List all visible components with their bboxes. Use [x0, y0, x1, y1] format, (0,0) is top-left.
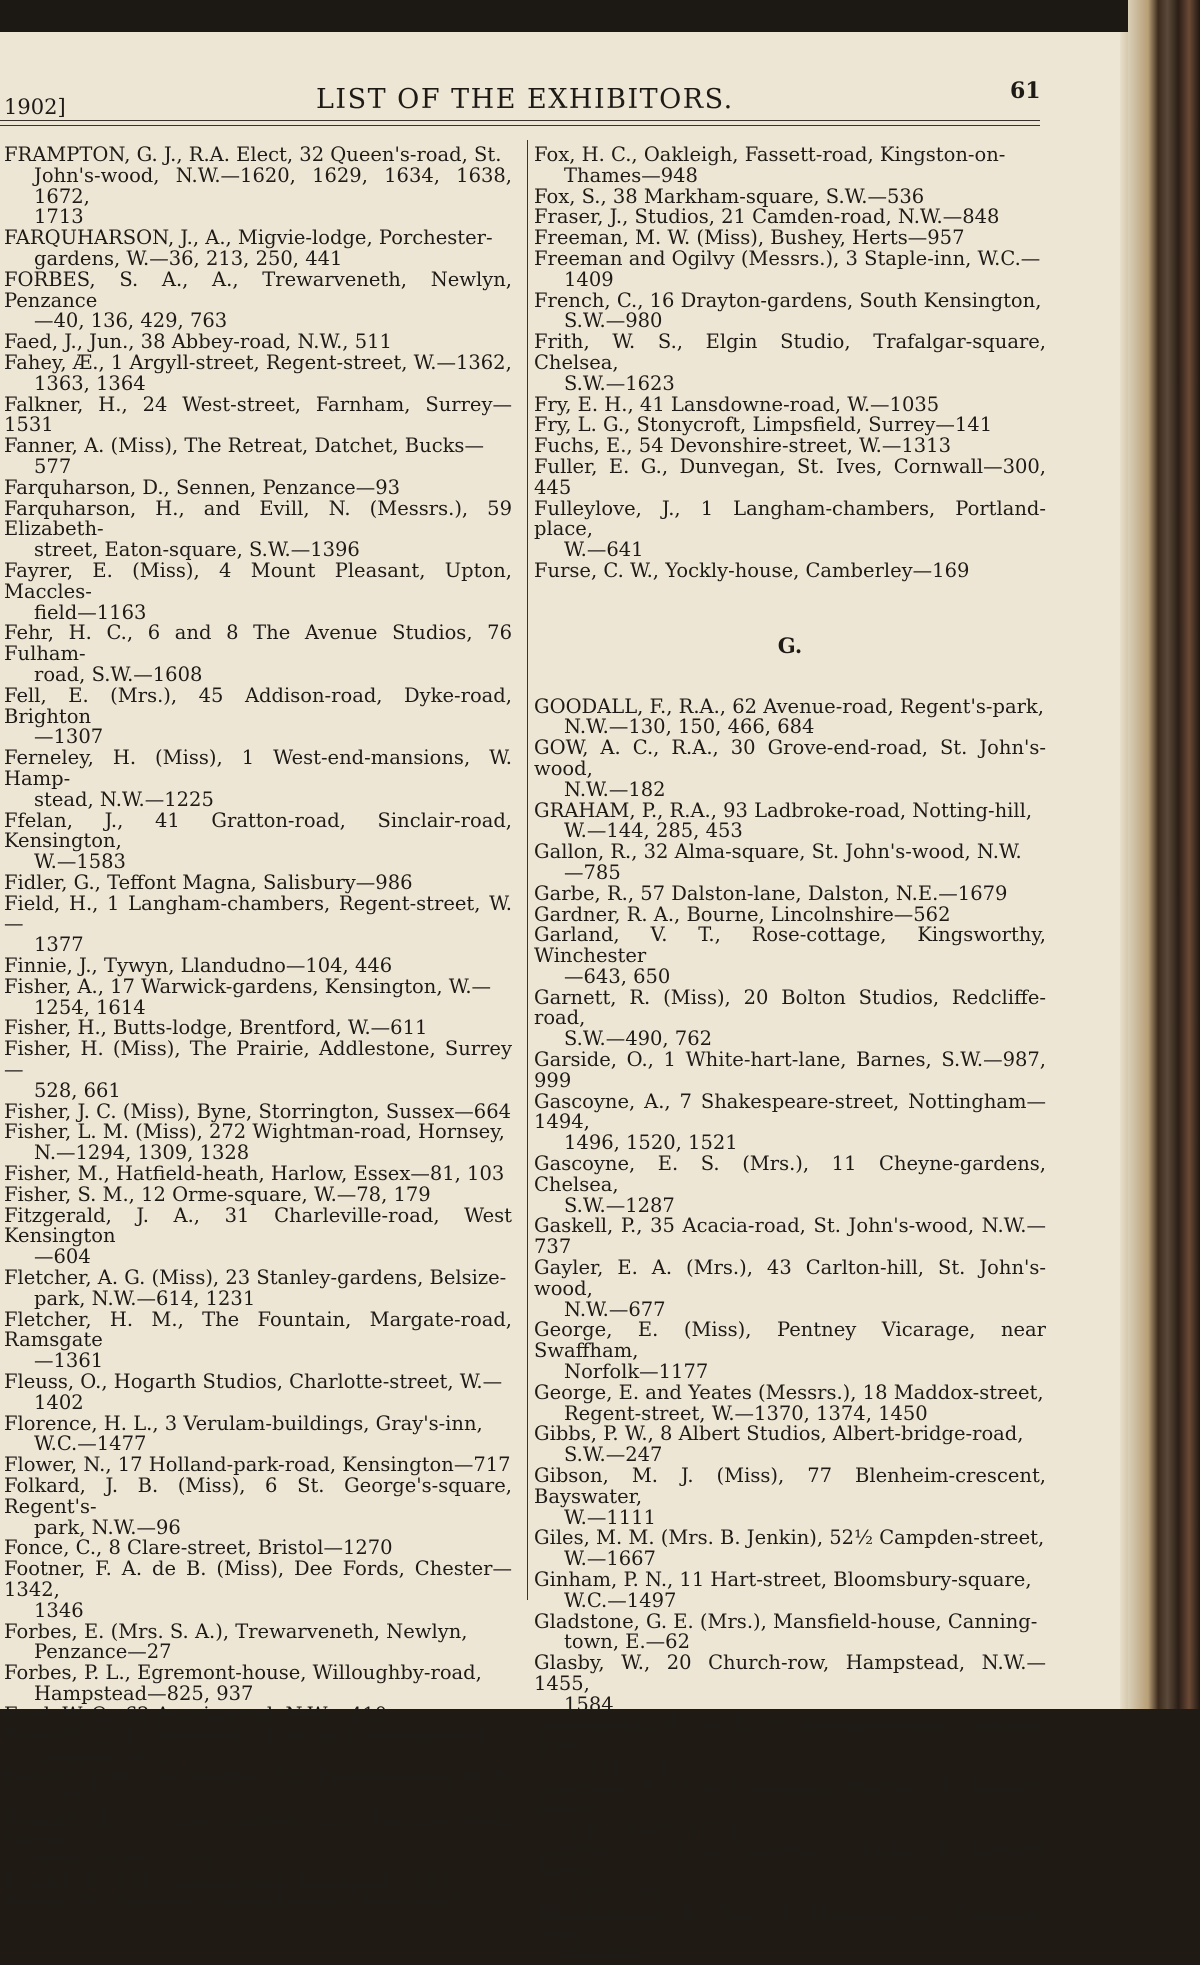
- entry-line: Gladstone, G. E. (Mrs.), Mansfield-house, Canning-: [534, 1609, 1038, 1633]
- exhibitor-entry: [534, 1609, 1046, 1654]
- entry-line: Fox, H. C., Oakleigh, Fassett-road, Kingston-on-: [534, 143, 1006, 166]
- exhibitor-entry: [534, 1775, 1046, 1841]
- entry-continuation: 1409: [564, 267, 614, 291]
- entry-continuation: W.C.—1497: [564, 1588, 677, 1612]
- entry-continuation: N.W.—182: [564, 777, 666, 801]
- entry-line: Glendenning, A., Jun., 1 Manor-villas, Chiswick-lane,: [534, 1900, 1046, 1945]
- entry-line: Fowler, W., Ivydene, Mortlake-road, Kew—692: [4, 1889, 461, 1913]
- entry-line: Fell, E. (Mrs.), 45 Addison-road, Dyke-road, Brighton: [4, 683, 512, 728]
- exhibitor-entry: [534, 694, 1046, 739]
- exhibitor-entry: [4, 808, 512, 874]
- exhibitor-entry: [4, 350, 512, 395]
- exhibitor-entry: [4, 267, 512, 333]
- marbled-book-edge: [1128, 0, 1200, 1709]
- entry-line: Fletcher, A. G. (Miss), 23 Stanley-gardens, Belsize-: [4, 1266, 507, 1290]
- entry-line: Formilli, C., 6 Wentworth Studios, Manresa-road,: [4, 1723, 491, 1747]
- entry-continuation: —308, 391: [564, 1755, 671, 1779]
- exhibitor-entry: [534, 1089, 1046, 1155]
- exhibitor-entry: [4, 1039, 512, 1101]
- entry-line: Gleichen, F. (The Countess), Studio, St. James's Palace,: [534, 1775, 1046, 1820]
- entry-continuation: 1363, 1364: [34, 371, 146, 395]
- exhibitor-entry: [534, 925, 1046, 987]
- entry-line: Falkner, H., 24 West-street, Farnham, Surrey—1531: [4, 392, 512, 437]
- right-column: [534, 145, 1046, 1965]
- entry-continuation: N.W.—677: [564, 1297, 666, 1321]
- entry-continuation: 577: [34, 454, 72, 478]
- entry-line: Finnie, J., Tywyn, Llandudno—104, 446: [4, 954, 393, 978]
- exhibitor-entry: [4, 683, 512, 749]
- entry-line: Footner, F. A. de B. (Miss), Dee Fords, Chester—1342,: [4, 1557, 512, 1601]
- entry-line: Fisher, H. (Miss), The Prairie, Addlestone, Surrey—: [4, 1037, 512, 1082]
- entry-line: Garnett, R. (Miss), 20 Bolton Studios, Redcliffe-road,: [534, 985, 1046, 1030]
- entry-line: FORBES, S. A., A., Trewarveneth, Newlyn, Penzance: [4, 267, 512, 312]
- entry-continuation: W.—1111: [564, 1505, 656, 1529]
- page-title: LIST OF THE EXHIBITORS.: [316, 84, 734, 115]
- exhibitor-entry: [534, 902, 1046, 926]
- exhibitor-entry: [534, 881, 1046, 905]
- exhibitor-entry: [4, 1663, 512, 1705]
- exhibitor-entry: [534, 1380, 1046, 1425]
- entry-continuation: street, Eaton-square, S.W.—1396: [34, 538, 360, 562]
- entry-continuation: road, S.W.—1608: [34, 662, 203, 686]
- entry-line: Forsyth, J. D., The Studios, 325 Finchley-road, N.W.: [4, 1765, 511, 1789]
- exhibitor-entry: [4, 1455, 512, 1476]
- exhibitor-entry: [4, 475, 512, 499]
- exhibitor-entry: [4, 1619, 512, 1664]
- entry-continuation: John's-wood, N.W.—1620, 1629, 1634, 1638, 1672,: [34, 163, 512, 208]
- entry-line: Gascoyne, A., 7 Shakespeare-street, Nottingham—1494,: [534, 1089, 1046, 1134]
- entry-continuation: —1307: [34, 725, 104, 749]
- entry-continuation: —785: [564, 860, 621, 884]
- entry-continuation: 1434: [34, 1785, 84, 1809]
- exhibitor-entry: [534, 738, 1046, 800]
- entry-line: Gibbs, P. W., 8 Albert Studios, Albert-bridge-road,: [534, 1422, 1024, 1446]
- exhibitor-entry: [4, 623, 512, 685]
- entry-continuation: Thames—948: [564, 163, 698, 187]
- entry-line: Glazebrook, H. de T., 76 Elm-park-road, Chelsea, S.W.: [534, 1713, 1046, 1758]
- entry-continuation: Norfolk—1177: [564, 1360, 709, 1384]
- exhibitor-entry: [4, 1203, 512, 1269]
- exhibitor-entry: [534, 558, 1046, 582]
- entry-line: Folkard, J. B. (Miss), 6 St. George's-square, Regent's-: [4, 1474, 512, 1518]
- exhibitor-entry: [4, 558, 512, 624]
- entry-line: Fisher, S. M., 12 Orme-square, W.—78, 179: [4, 1182, 431, 1206]
- entry-line: French, C., 16 Drayton-gardens, South Kensington,: [534, 288, 1042, 312]
- entry-continuation: Hampstead—825, 937: [34, 1681, 254, 1705]
- exhibitor-entry: [534, 228, 1046, 249]
- entry-line: Fonce, C., 8 Clare-street, Bristol—1270: [4, 1536, 393, 1560]
- entry-line: Freeman and Ogilvy (Messrs.), 3 Staple-inn, W.C.—: [534, 246, 1041, 270]
- entry-continuation: —40, 136, 429, 763: [34, 309, 228, 333]
- exhibitor-entry: [4, 748, 512, 810]
- exhibitor-entry: [534, 842, 1046, 884]
- entry-continuation: Chelsea—803: [34, 1744, 170, 1768]
- exhibitor-entry: [534, 798, 1046, 843]
- entry-line: George, E. (Miss), Pentney Vicarage, near Swaffham,: [534, 1318, 1046, 1363]
- entry-line: Farquharson, D., Sennen, Penzance—93: [4, 475, 401, 499]
- entry-line: Gardner, R. A., Bourne, Lincolnshire—562: [534, 902, 951, 926]
- entry-line: Fletcher, H. M., The Fountain, Margate-road, Ramsgate: [4, 1307, 512, 1352]
- exhibitor-entry: [4, 1538, 512, 1559]
- entry-line: Garland, V. T., Rose-cottage, Kingsworthy, Winchester: [534, 923, 1046, 968]
- exhibitor-entry: [4, 1182, 512, 1206]
- entry-line: Gallon, R., 32 Alma-square, St. John's-wood, N.W.: [534, 840, 1022, 864]
- entry-continuation: W.—144, 285, 453: [564, 819, 743, 843]
- scan-background-top: [0, 0, 1200, 32]
- exhibitor-entry: [534, 145, 1046, 187]
- entry-continuation: W.—641: [564, 538, 644, 562]
- entry-continuation: —604: [34, 1245, 91, 1269]
- entry-continuation: S.W.—980: [564, 309, 663, 333]
- exhibitor-entry: [4, 228, 512, 270]
- exhibitor-entry: [534, 246, 1046, 291]
- exhibitor-entry: [4, 870, 512, 894]
- entry-continuation: —1361: [34, 1349, 104, 1373]
- exhibitor-entry: [4, 891, 512, 957]
- exhibitor-entry: [534, 1570, 1046, 1612]
- exhibitor-entry: [534, 1900, 1046, 1965]
- entry-line: Fowler, R., 10L Castle-street, Liverpool—193: [4, 1869, 449, 1893]
- exhibitor-entry: [534, 1050, 1046, 1092]
- entry-continuation: stead, N.W.—1718: [34, 1848, 214, 1872]
- entry-line: Gaskell, P., 35 Acacia-road, St. John's-wood, N.W.—737: [534, 1214, 1046, 1259]
- entry-line: GOW, A. C., R.A., 30 Grove-end-road, St. John's-wood,: [534, 736, 1046, 780]
- entry-continuation: 1254, 1614: [34, 995, 146, 1019]
- entry-line: Ferneley, H. (Miss), 1 West-end-mansions, W. Hamp-: [4, 746, 512, 790]
- entry-continuation: N.—1294, 1309, 1328: [34, 1141, 250, 1165]
- entry-line: Fleuss, O., Hogarth Studios, Charlotte-street, W.—: [4, 1370, 503, 1394]
- exhibitor-entry: [4, 1411, 512, 1456]
- entry-line: Field, H., 1 Langham-chambers, Regent-street, W.—: [4, 891, 512, 936]
- exhibitor-entry: [4, 1476, 512, 1538]
- entry-line: Ginham, P. N., 11 Hart-street, Bloomsbury-square,: [534, 1568, 1032, 1591]
- left-column: [4, 145, 512, 1913]
- entry-line: Fox, S., 38 Markham-square, S.W.—536: [534, 184, 925, 208]
- entry-line: Fuller, E. G., Dunvegan, St. Ives, Cornwall—300, 445: [534, 454, 1046, 499]
- exhibitor-entry: [534, 1216, 1046, 1258]
- entry-line: Frith, W. S., Elgin Studio, Trafalgar-square, Chelsea,: [534, 330, 1046, 374]
- exhibitor-entry: [4, 974, 512, 1019]
- exhibitor-entry: [534, 496, 1046, 562]
- exhibitor-entry: [4, 496, 512, 562]
- entry-line: Fidler, G., Teffont Magna, Salisbury—986: [4, 870, 413, 894]
- entry-line: Fry, E. H., 41 Lansdowne-road, W.—1035: [534, 392, 940, 416]
- entry-continuation: 1346: [34, 1598, 84, 1622]
- entry-line: Flower, N., 17 Holland-park-road, Kensington—717: [4, 1453, 511, 1477]
- exhibitor-entry: [534, 1424, 1046, 1466]
- exhibitor-entry: [534, 332, 1046, 394]
- exhibitor-entry: [4, 1767, 512, 1809]
- exhibitor-entry: [4, 1307, 512, 1373]
- exhibitor-entry: [534, 1840, 1046, 1902]
- entry-continuation: W.C.—1477: [34, 1432, 147, 1456]
- header-year: 1902]: [4, 95, 66, 119]
- entry-line: Fisher, L. M. (Miss), 272 Wightman-road, Hornsey,: [4, 1120, 505, 1144]
- entry-line: Glasby, W., 20 Church-row, Hampstead, N.W.—1455,: [534, 1651, 1046, 1695]
- exhibitor-entry: [534, 1653, 1046, 1715]
- header-rule: [0, 120, 1040, 121]
- exhibitor-entry: [4, 1723, 512, 1768]
- exhibitor-entry: [534, 1713, 1046, 1779]
- entry-continuation: S.W.—1623: [564, 371, 675, 395]
- entry-line: GOODALL, F., R.A., 62 Avenue-road, Regent's-park,: [534, 694, 1044, 718]
- entry-line: Giles, M. M. (Mrs. B. Jenkin), 52½ Campden-street,: [534, 1526, 1045, 1550]
- exhibitor-entry: [4, 1164, 512, 1185]
- entry-line: Fisher, H., Butts-lodge, Brentford, W.—611: [4, 1016, 428, 1040]
- entry-continuation: W.—407: [564, 1942, 644, 1965]
- entry-line: Fanner, A. (Miss), The Retreat, Datchet, Bucks—: [4, 434, 484, 458]
- entry-line: Farquharson, H., and Evill, N. (Messrs.), 59 Elizabeth-: [4, 496, 512, 541]
- entry-line: Fehr, H. C., 6 and 8 The Avenue Studios, 76 Fulham-: [4, 621, 512, 666]
- entry-continuation: Regent-street, W.—1370, 1374, 1450: [564, 1401, 928, 1425]
- entry-line: Gascoyne, E. S. (Mrs.), 11 Cheyne-gardens, Chelsea,: [534, 1152, 1046, 1196]
- exhibitor-entry: [4, 1099, 512, 1123]
- exhibitor-entry: [534, 1154, 1046, 1216]
- exhibitor-entry: [4, 145, 512, 228]
- exhibitor-entry: [4, 1122, 512, 1164]
- exhibitor-entry: [534, 1466, 1046, 1528]
- exhibitor-entry: [4, 1268, 512, 1310]
- entry-continuation: 1713: [34, 205, 84, 229]
- exhibitor-entry: [4, 1018, 512, 1039]
- exhibitor-entry: [534, 454, 1046, 499]
- entry-continuation: 528, 661: [34, 1078, 121, 1102]
- entry-line: Fraser, J., Studios, 21 Camden-road, N.W.—848: [534, 205, 1000, 229]
- entry-continuation: 1402: [34, 1390, 84, 1414]
- entry-continuation: gardens, W.—36, 213, 250, 441: [34, 246, 343, 270]
- entry-continuation: N.W.—130, 150, 466, 684: [564, 715, 815, 739]
- exhibitor-entry: [4, 392, 512, 437]
- entry-continuation: S.W.—768: [564, 1879, 663, 1903]
- entry-line: Gayler, E. A. (Mrs.), 43 Carlton-hill, St. John's-wood,: [534, 1256, 1046, 1300]
- exhibitor-entry: [4, 1702, 512, 1726]
- section-letter-g: G.: [777, 632, 803, 658]
- entry-line: Fisher, J. C. (Miss), Byne, Storrington, Sussex—664: [4, 1099, 512, 1123]
- exhibitor-entry: [4, 1372, 512, 1414]
- entry-line: Gibson, M. J. (Miss), 77 Blenheim-crescent, Bayswater,: [534, 1464, 1046, 1508]
- exhibitor-entry: [4, 956, 512, 977]
- entry-continuation: S.W.—490, 762: [564, 1027, 713, 1051]
- entry-line: Ffelan, J., 41 Gratton-road, Sinclair-road, Kensington,: [4, 808, 512, 853]
- entry-line: Fayrer, E. (Miss), 4 Mount Pleasant, Upton, Maccles-: [4, 558, 512, 603]
- entry-line: Fulleylove, J., 1 Langham-chambers, Portland-place,: [534, 496, 1046, 541]
- exhibitor-entry: [4, 332, 512, 353]
- exhibitor-entry: [534, 207, 1046, 228]
- exhibitor-entry: [534, 985, 1046, 1051]
- entry-continuation: 1496, 1520, 1521: [564, 1131, 738, 1155]
- entry-line: Furse, C. W., Yockly-house, Camberley—169: [534, 558, 970, 582]
- g-entries: [534, 694, 1046, 1965]
- entry-line: Garbe, R., 57 Dalston-lane, Dalston, N.E.—1679: [534, 881, 1008, 905]
- entry-line: Fitzgerald, J. A., 31 Charleville-road, West Kensington: [4, 1203, 512, 1248]
- entry-line: Fisher, M., Hatfield-heath, Harlow, Essex—81, 103: [4, 1162, 505, 1186]
- entry-line: Gleichen, H. (The Countess), Studio, St. James's Palace,: [534, 1838, 1046, 1883]
- entry-continuation: 1584: [564, 1692, 614, 1716]
- entry-line: Fisher, A., 17 Warwick-gardens, Kensington, W.—: [4, 974, 492, 998]
- entry-continuation: S.W.—1287: [564, 1193, 675, 1217]
- exhibitor-entry: [534, 436, 1046, 457]
- page-number: 61: [1010, 78, 1041, 104]
- exhibitor-entry: [534, 1320, 1046, 1382]
- exhibitor-entry: [4, 1559, 512, 1621]
- entry-line: FARQUHARSON, J., A., Migvie-lodge, Porchester-: [4, 226, 493, 250]
- entry-continuation: 1377: [34, 933, 84, 957]
- running-header: [0, 70, 1060, 120]
- entry-continuation: —643, 650: [564, 964, 671, 988]
- header-rule: [0, 125, 1040, 126]
- entry-line: Forsyth, J. N., The Studios, 325 Finchley-road, Hamp-: [4, 1806, 512, 1851]
- entry-line: Faed, J., Jun., 38 Abbey-road, N.W., 511: [4, 330, 392, 354]
- entry-continuation: Penzance—27: [34, 1640, 172, 1664]
- entry-line: Garside, O., 1 White-hart-lane, Barnes, S.W.—987, 999: [534, 1048, 1046, 1092]
- entry-line: Ford, W. O., 62 Acacia-road, N.W.—410: [4, 1702, 388, 1726]
- entry-line: Florence, H. L., 3 Verulam-buildings, Gray's-inn,: [4, 1411, 483, 1435]
- exhibitor-entry: [534, 1528, 1046, 1570]
- entry-continuation: W.—1667: [564, 1547, 656, 1571]
- f-entries: [534, 145, 1046, 582]
- entry-continuation: W.—1583: [34, 850, 126, 874]
- exhibitor-entry: [534, 415, 1046, 436]
- entry-line: GRAHAM, P., R.A., 93 Ladbroke-road, Notting-hill,: [534, 798, 1033, 822]
- exhibitor-entry: [534, 1258, 1046, 1320]
- exhibitor-entry: [534, 288, 1046, 333]
- entry-line: Forbes, E. (Mrs. S. A.), Trewarveneth, Newlyn,: [4, 1619, 468, 1643]
- entry-continuation: stead, N.W.—1225: [34, 787, 214, 811]
- exhibitor-entry: [534, 184, 1046, 208]
- entry-continuation: S.W.—1601, 1613: [564, 1817, 737, 1841]
- exhibitor-entry: [4, 436, 512, 478]
- entry-continuation: field—1163: [34, 600, 147, 624]
- entry-continuation: park, N.W.—614, 1231: [34, 1286, 256, 1310]
- exhibitor-entry: [534, 392, 1046, 416]
- column-divider: [527, 140, 528, 1600]
- exhibitor-entry: [4, 1871, 512, 1892]
- entry-line: Fry, L. G., Stonycroft, Limpsfield, Surrey—141: [534, 413, 993, 437]
- exhibitor-entry: [4, 1806, 512, 1872]
- exhibitor-entry: [4, 1889, 512, 1913]
- entry-line: Fahey, Æ., 1 Argyll-street, Regent-street, W.—1362,: [4, 350, 512, 374]
- entry-line: Forbes, P. L., Egremont-house, Willoughby-road,: [4, 1661, 482, 1685]
- entry-line: Freeman, M. W. (Miss), Bushey, Herts—957: [534, 226, 965, 250]
- entry-line: George, E. and Yeates (Messrs.), 18 Maddox-street,: [534, 1380, 1044, 1404]
- entry-continuation: park, N.W.—96: [34, 1515, 181, 1539]
- entry-continuation: town, E.—62: [564, 1630, 690, 1654]
- entry-continuation: S.W.—247: [564, 1443, 663, 1467]
- entry-line: Fuchs, E., 54 Devonshire-street, W.—1313: [534, 434, 951, 458]
- entry-line: FRAMPTON, G. J., R.A. Elect, 32 Queen's-road, St.: [4, 143, 502, 166]
